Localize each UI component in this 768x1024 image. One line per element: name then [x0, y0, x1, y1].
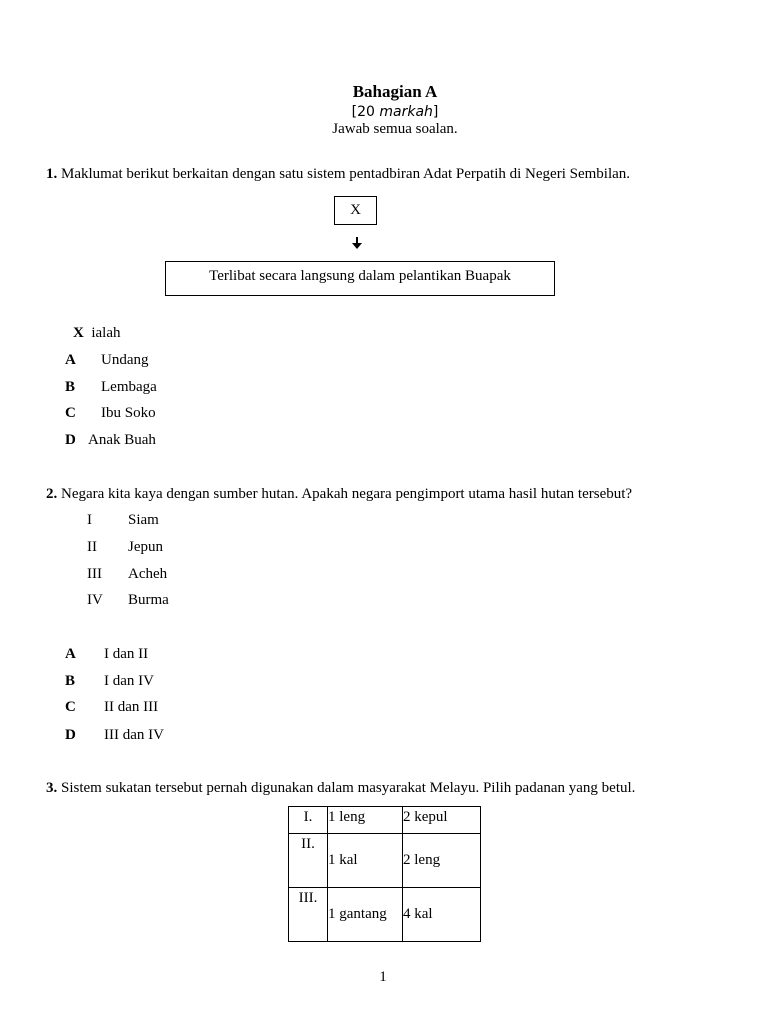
question-3-number: 3. [46, 780, 58, 796]
question-1-text: Maklumat berikut berkaitan dengan satu sistem pentadbiran Adat Perpatih di Negeri Sembilan. [61, 166, 631, 182]
option-letter: A [65, 352, 76, 368]
question-1-lead [73, 325, 121, 342]
question-1-option-b[interactable] [65, 379, 157, 396]
diagram-box-x [334, 196, 377, 225]
table-cell-right: 2 kepul [403, 807, 481, 834]
diagram-box-x-label: X [350, 202, 361, 218]
table-row-number: II. [289, 834, 328, 888]
option-text: Lembaga [101, 379, 157, 395]
item-text: Acheh [128, 566, 168, 582]
option-letter: A [65, 646, 76, 662]
question-2-text: Negara kita kaya dengan sumber hutan. Apakah negara pengimport utama hasil hutan tersebut? [61, 486, 633, 502]
arrow-head-icon [352, 243, 362, 249]
table-row [289, 834, 481, 888]
question-2-item-iii [87, 566, 168, 583]
table-cell-left: 1 leng [328, 807, 403, 834]
option-letter: C [65, 699, 76, 715]
table-row-number: I. [289, 807, 328, 834]
question-1-number: 1. [46, 166, 58, 182]
table-cell-right: 2 leng [403, 834, 481, 888]
table-cell-left: 1 kal [328, 834, 403, 888]
question-1-option-a[interactable] [65, 352, 149, 369]
item-roman: I [87, 512, 92, 528]
question-2-item-iv [87, 592, 169, 609]
diagram-box-description-label: Terlibat secara langsung dalam pelantikan Buapak [209, 268, 511, 284]
table-row [289, 807, 481, 834]
option-letter: D [65, 432, 76, 448]
question-2-option-a[interactable] [65, 646, 149, 663]
item-roman: II [87, 539, 97, 555]
option-text: Anak Buah [88, 432, 156, 448]
option-letter: B [65, 379, 76, 395]
question-2-option-c[interactable] [65, 699, 159, 716]
question-3-text: Sistem sukatan tersebut pernah digunakan dalam masyarakat Melayu. Pilih padanan yang betul. [61, 780, 636, 796]
table-cell-right: 4 kal [403, 888, 481, 942]
table-row [289, 888, 481, 942]
section-title: Bahagian A [352, 82, 438, 101]
question-2-item-i [87, 512, 159, 529]
question-1-lead-x: X [73, 325, 84, 341]
option-text: I dan IV [104, 673, 154, 689]
question-2-option-b[interactable] [65, 673, 154, 690]
page-number: 1 [379, 969, 387, 985]
item-text: Jepun [128, 539, 163, 555]
option-text: Ibu Soko [101, 405, 156, 421]
option-text: I dan II [104, 646, 149, 662]
item-text: Siam [128, 512, 159, 528]
option-letter: D [65, 727, 76, 743]
item-roman: IV [87, 592, 103, 608]
question-1-lead-text: ialah [91, 325, 121, 341]
item-roman: III [87, 566, 102, 582]
question-1-option-c[interactable] [65, 405, 156, 422]
option-letter: C [65, 405, 76, 421]
table-row-number: III. [289, 888, 328, 942]
question-2-item-ii [87, 539, 163, 556]
item-text: Burma [128, 592, 169, 608]
question-1-stem [46, 166, 630, 183]
measurement-table [288, 806, 481, 942]
diagram-box-description [165, 261, 555, 296]
table-cell-left: 1 gantang [328, 888, 403, 942]
option-text: II dan III [104, 699, 159, 715]
question-2-number: 2. [46, 486, 58, 502]
option-letter: B [65, 673, 76, 689]
section-marks: [20 markah] [351, 104, 439, 120]
section-instruction: Jawab semua soalan. [332, 121, 458, 137]
question-1-option-d[interactable] [65, 432, 156, 449]
question-3-stem [46, 780, 635, 797]
question-2-option-d[interactable] [65, 727, 164, 744]
option-text: Undang [101, 352, 149, 368]
option-text: III dan IV [104, 727, 164, 743]
question-2-stem [46, 486, 632, 503]
